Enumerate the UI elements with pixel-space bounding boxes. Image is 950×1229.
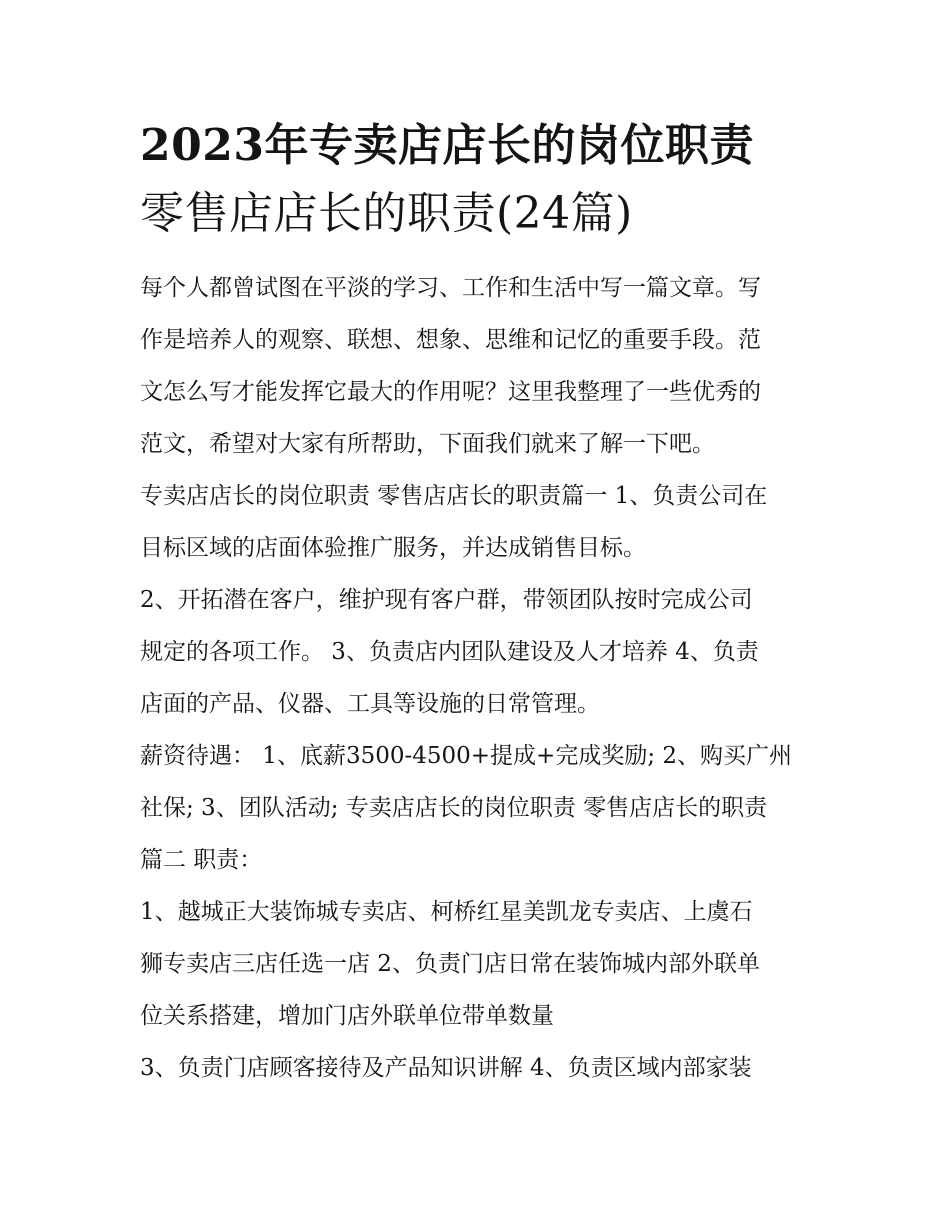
text-line: 规定的各项工作。 3、负责店内团队建设及人才培养 4、负责 [140, 639, 759, 665]
text-line: 作是培养人的观察、联想、想象、思维和记忆的重要手段。范 [140, 327, 761, 353]
document-page [140, 112, 812, 1094]
text-line: 位关系搭建，增加门店外联单位带单数量 [140, 1003, 554, 1029]
document-title [140, 112, 812, 248]
paragraph-salary [140, 730, 812, 886]
text-line: 狮专卖店三店任选一店 2、负责门店日常在装饰城内部外联单 [140, 951, 760, 977]
text-line: 专卖店店长的岗位职责 零售店店长的职责篇一 1、负责公司在 [140, 483, 768, 509]
title-line-1: 2023年专卖店店长的岗位职责 [140, 120, 754, 171]
text-line: 每个人都曾试图在平淡的学习、工作和生活中写一篇文章。写 [140, 275, 761, 301]
document-body [140, 262, 812, 1094]
paragraph-duties-2 [140, 886, 812, 1042]
text-line: 目标区域的店面体验推广服务，并达成销售目标。 [140, 535, 646, 561]
text-line: 薪资待遇： 1、底薪3500-4500+提成+完成奖励; 2、购买广州 [140, 743, 793, 769]
title-line-2: 零售店店长的职责(24篇) [140, 188, 633, 239]
text-line: 篇二 职责： [140, 847, 263, 873]
text-line: 文怎么写才能发挥它最大的作用呢？这里我整理了一些优秀的 [140, 379, 761, 405]
text-line: 社保; 3、团队活动; 专卖店店长的岗位职责 零售店店长的职责 [140, 795, 768, 821]
text-line: 1、越城正大装饰城专卖店、柯桥红星美凯龙专卖店、上虞石 [140, 899, 753, 925]
paragraph-duties-3 [140, 1042, 812, 1094]
paragraph-duties-1 [140, 574, 812, 730]
text-line: 3、负责门店顾客接待及产品知识讲解 4、负责区域内部家装 [140, 1055, 752, 1081]
text-line: 2、开拓潜在客户，维护现有客户群，带领团队按时完成公司 [140, 587, 753, 613]
paragraph-intro [140, 262, 812, 470]
text-line: 范文，希望对大家有所帮助，下面我们就来了解一下吧。 [140, 431, 715, 457]
paragraph-section-1 [140, 470, 812, 574]
text-line: 店面的产品、仪器、工具等设施的日常管理。 [140, 691, 600, 717]
